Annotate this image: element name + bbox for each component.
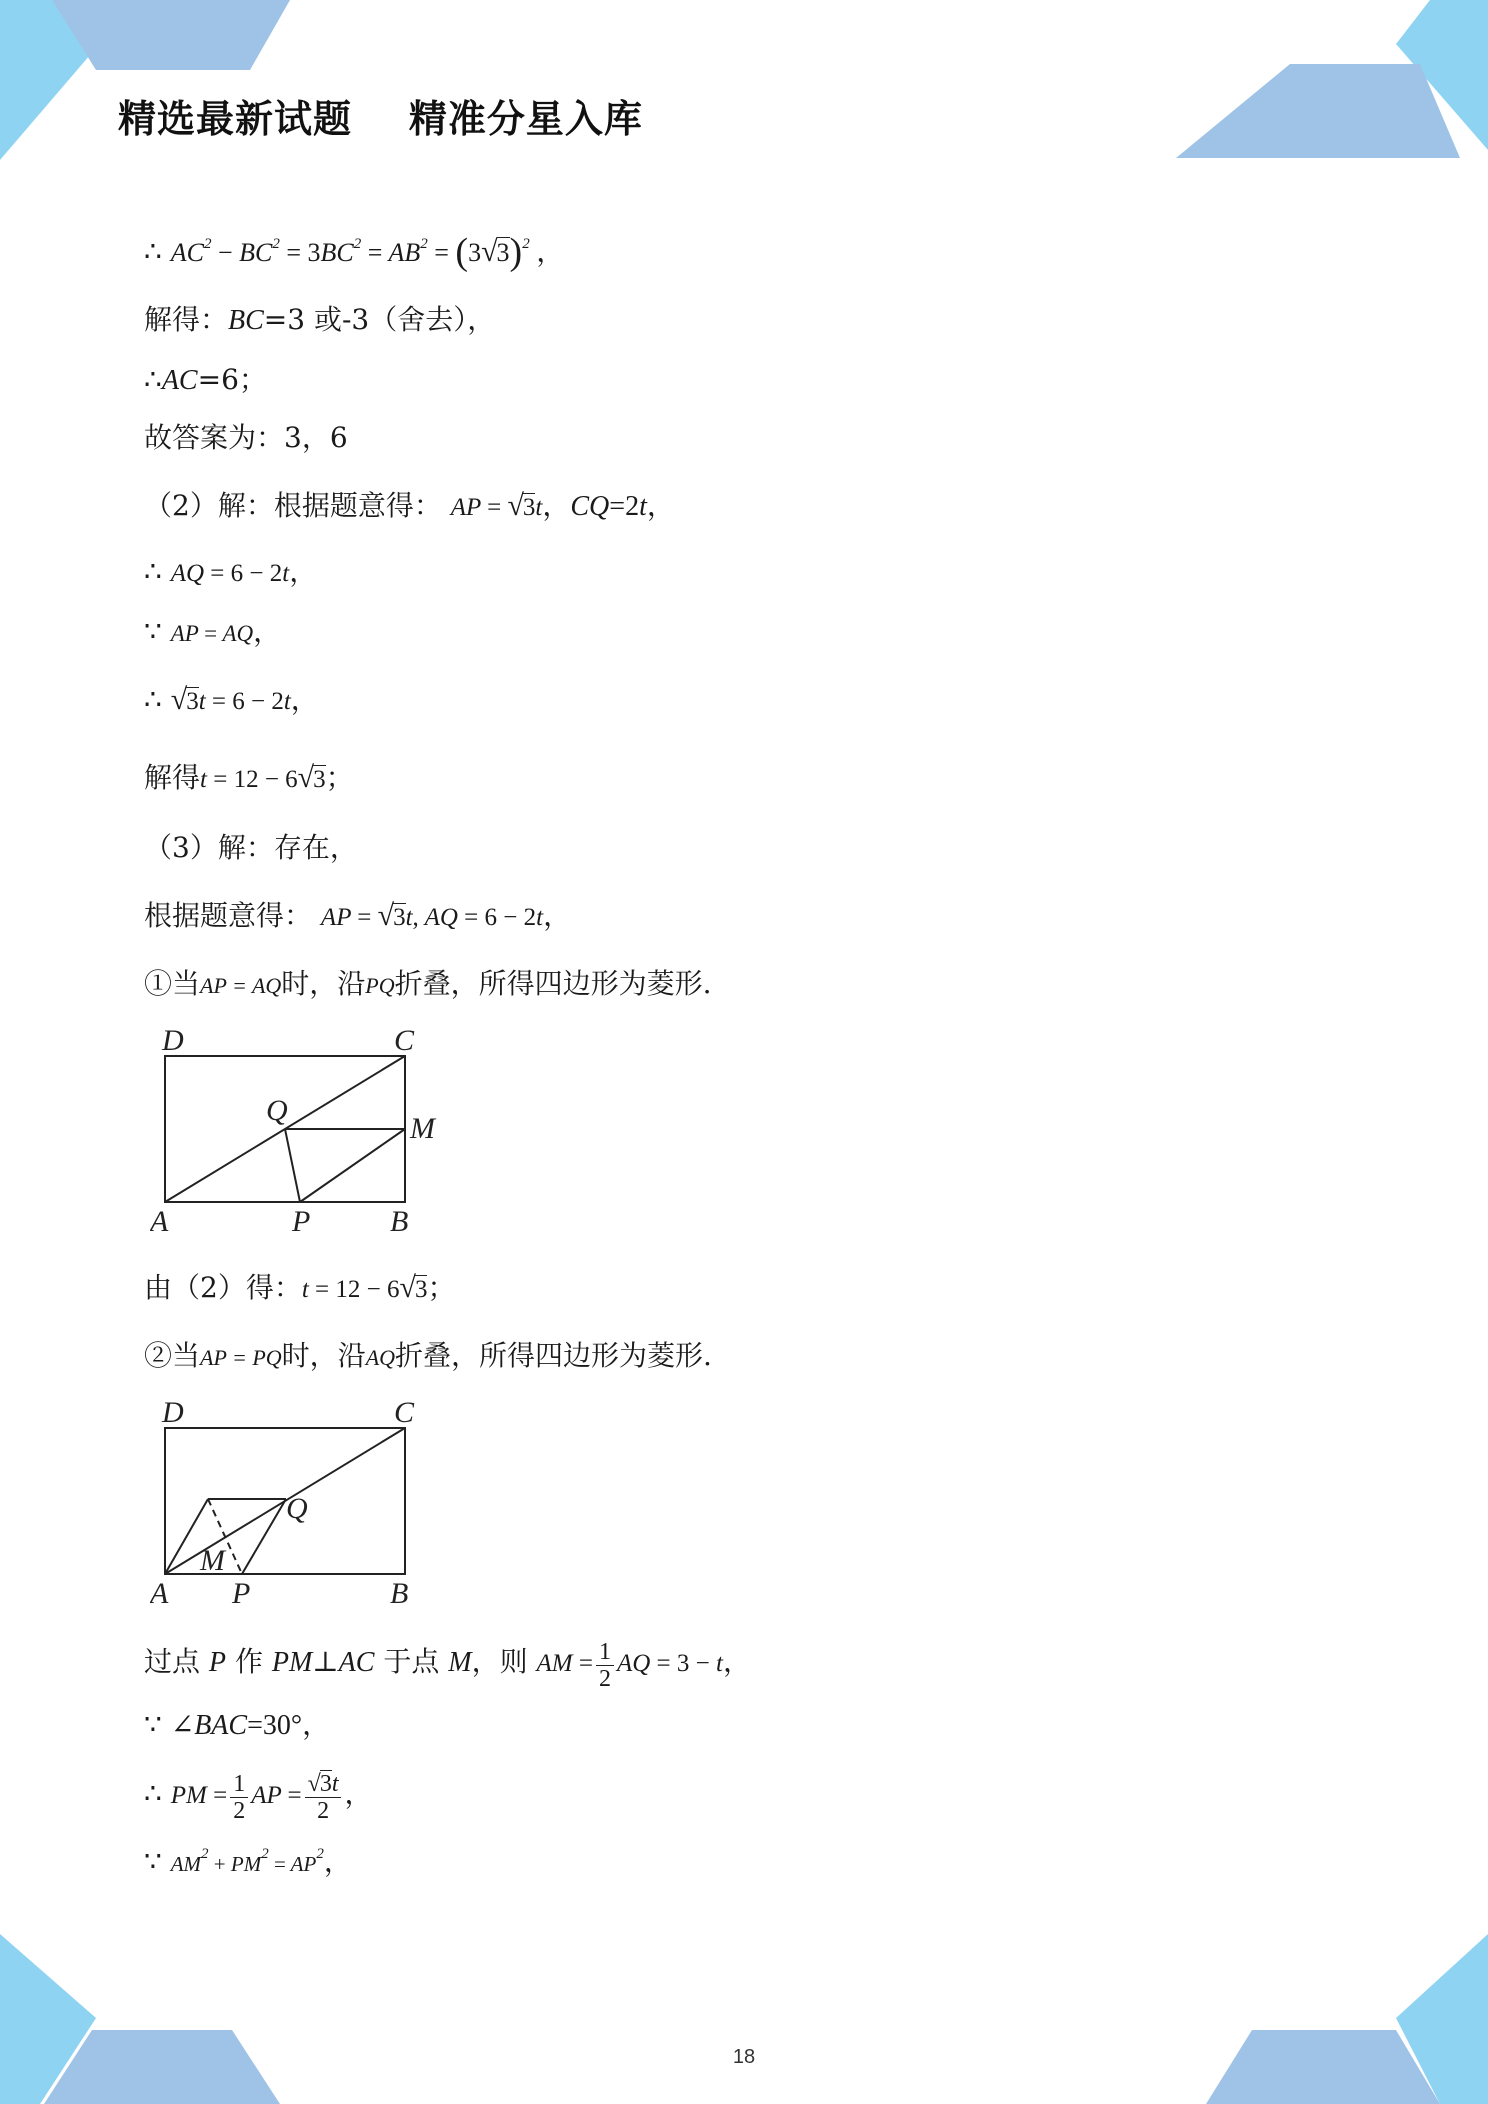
rest-text: =3 或-3（舍去）， [263,303,496,336]
expr-aq: AQ = 6 − 2t [170,560,290,587]
expr-angle: ∠BAC=30° [170,1710,303,1741]
case-2-mid: 时，沿 [281,1339,366,1372]
suffix: ， [290,683,319,716]
label-p: P [292,1205,311,1235]
page-number: 18 [732,2046,756,2068]
line-5 [144,486,675,528]
expr-eq: √3t = 6 − 2t [170,683,291,716]
expr-pythagoras: $AM^2 + PM^2 = AP^2$ [170,1846,324,1876]
therefore-symbol: ∴ [144,235,171,268]
variable: BC [228,305,264,336]
line-12 [144,964,712,1006]
label-d: D [162,1024,184,1057]
therefore-symbol: ∴ [144,363,162,396]
line-13 [144,1268,455,1310]
line-9 [144,758,354,800]
line-6 [144,552,317,594]
line-3 [144,360,267,401]
case-2-fold: AQ [365,1345,396,1370]
label-b: B [390,1205,409,1235]
therefore-symbol: ∴ [144,683,171,716]
therefore-symbol: ∴ [144,555,171,588]
top-left-trapezoid [52,0,290,70]
rest-text: =6； [197,363,267,396]
lead-text: 解得： [144,303,229,336]
label-q: Q [266,1094,288,1127]
lead-text: 解得 [144,761,201,794]
case-1-cond: AP = AQ [200,973,282,998]
line-11 [144,896,571,938]
point-m: M [448,1647,472,1678]
because-symbol: ∵ [144,615,171,648]
label-p: P [232,1577,251,1607]
point-p: P [208,1647,227,1678]
top-right-trapezoid [1176,64,1460,158]
figure-1 [150,1020,470,1235]
label-c: C [394,1024,415,1057]
because-symbol: ∵ [144,1708,171,1741]
suffix: ； [427,1271,456,1304]
figure-2 [150,1392,470,1607]
label-q: Q [286,1492,308,1525]
variable: AC [161,365,198,396]
header-title: 精选最新试题 精准分星入库 [118,97,643,141]
case-1-lead: ①当 [144,967,201,1000]
lead-text: （2）解：根据题意得： [144,489,442,522]
label-d: D [162,1396,184,1429]
label-m: M [410,1112,435,1145]
suffix: ， [536,235,565,268]
line-18 [144,1842,352,1884]
line-2 [144,300,495,341]
separator: ， [542,489,571,522]
line-1 [144,232,564,273]
expr-t: t = 12 − 6√3 [200,761,326,794]
segment-qp [285,1129,300,1202]
suffix: ， [722,1645,751,1678]
case-2-lead: ②当 [144,1339,201,1372]
expr-ap-aq: AP = AQ [170,621,254,646]
text-g: ，则 [471,1645,528,1678]
perpendicular-expr: PM⊥AC [271,1647,375,1678]
text-c: 作 [234,1645,263,1678]
line-17 [144,1762,373,1828]
segment-pm [300,1129,405,1202]
case-2-tail: 折叠，所得四边形为菱形. [395,1339,712,1372]
therefore-symbol: ∴ [144,1777,171,1810]
case-1-mid: 时，沿 [281,967,366,1000]
suffix: ， [302,1708,331,1741]
suffix: ， [344,1777,373,1810]
expr-cq: CQ=2t [570,491,647,522]
expr-1: $AC^2 - BC^2 = 3BC^2 = AB^2 = (3√3)^2$ [170,231,530,273]
segment-q-p [242,1499,286,1574]
case-1-tail: 折叠，所得四边形为菱形. [394,967,712,1000]
line-10: （3）解：存在， [144,831,358,864]
suffix: ； [325,761,354,794]
text-e: 于点 [383,1645,440,1678]
label-a: A [150,1577,169,1607]
suffix: ， [253,615,282,648]
because-symbol: ∵ [144,1845,171,1878]
line-15 [144,1636,751,1692]
expr-pm: PM = $\frac{1}{2}$ AP = $\frac{√3t}{2}$ [171,1782,345,1809]
label-c: C [394,1396,415,1429]
text-a: 过点 [144,1645,201,1678]
label-b: B [390,1577,409,1607]
label-m: M [200,1544,225,1577]
lead-text: 根据题意得： [144,899,313,932]
line-14 [144,1336,712,1378]
line-4: 故答案为：3，6 [144,421,348,454]
label-a: A [150,1205,169,1235]
suffix: ， [289,555,318,588]
suffix: ， [646,489,675,522]
suffix: ， [543,899,572,932]
expr-ap: AP = √3t [450,489,543,522]
lead-text: 由（2）得： [144,1271,302,1304]
case-1-fold: PQ [365,973,395,998]
line-16 [144,1705,330,1746]
expr-t2: t = 12 − 6√3 [301,1271,428,1304]
line-8 [144,680,319,722]
case-2-cond: AP = PQ [200,1345,282,1370]
expr-ap-aq-def: AP = √3t, AQ = 6 − 2t [320,899,544,932]
expr-am: AM = $\frac{1}{2}$ AQ = 3 − t [536,1638,723,1692]
suffix: ， [323,1845,352,1878]
line-7 [144,612,281,654]
